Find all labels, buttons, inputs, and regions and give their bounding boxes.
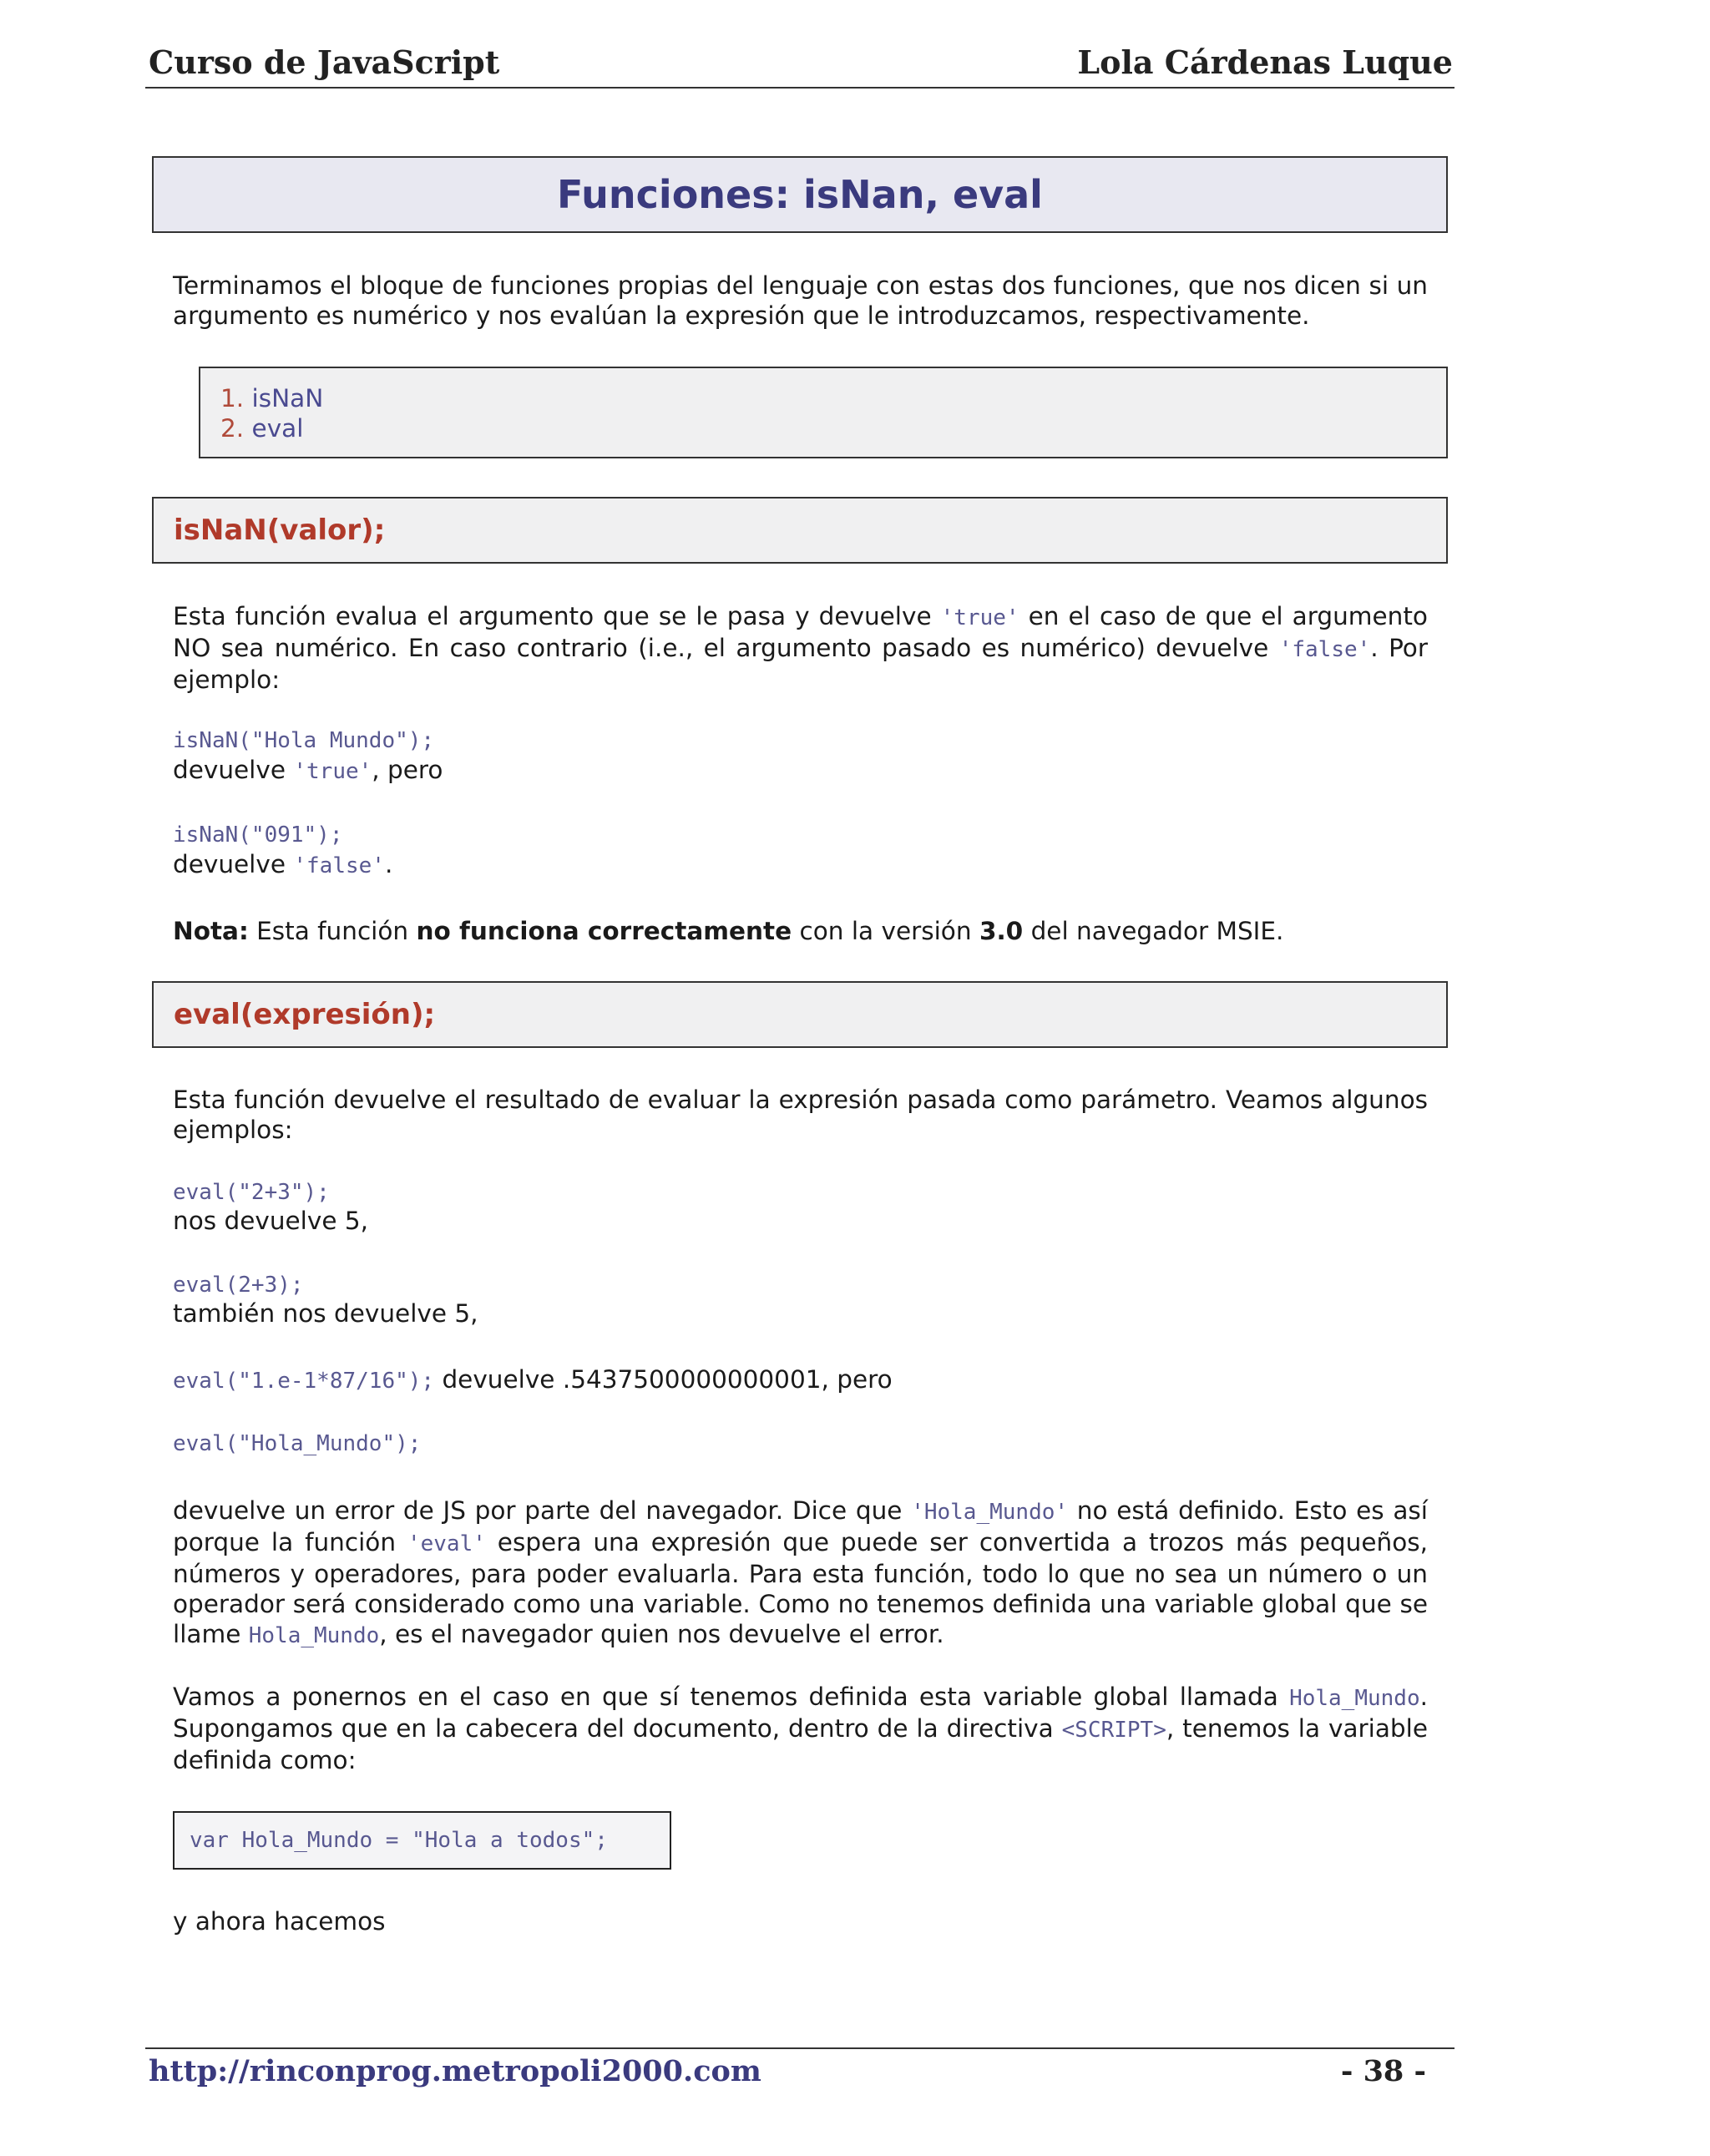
code-false: 'false' <box>293 853 385 878</box>
eval-closing-text: y ahora hacemos <box>173 1907 386 1936</box>
text: con la versión <box>792 917 979 945</box>
footer-page-number: - 38 - <box>1340 2054 1426 2088</box>
text: no está definido. Esto es así porque la función <box>173 1496 1428 1556</box>
isnan-description <box>173 601 1428 695</box>
code-hola-mundo: Hola_Mundo <box>1289 1686 1420 1711</box>
header-author: Lola Cárdenas Luque <box>1077 43 1453 81</box>
code-block-var-declaration: var Hola_Mundo = "Hola a todos"; <box>173 1811 671 1870</box>
toc-number: 2. <box>220 414 245 443</box>
isnan-note <box>173 916 1428 946</box>
code-hola-mundo: 'Hola_Mundo' <box>911 1500 1069 1525</box>
eval-global-variable-paragraph <box>173 1682 1428 1775</box>
footer-divider <box>145 2047 1455 2049</box>
toc-link-isnan[interactable]: isNaN <box>251 384 324 412</box>
text: Vamos a ponernos en el caso en que sí tenemos definida esta variable global llamada <box>173 1683 1290 1711</box>
text: del navegador MSIE. <box>1023 917 1284 945</box>
text: devuelve <box>173 756 294 784</box>
eval-example-3-code: eval("1.e-1*87/16"); <box>173 1369 435 1394</box>
text: , tenemos la variable definida como: <box>173 1714 1428 1774</box>
code-hola-mundo: Hola_Mundo <box>248 1623 380 1648</box>
section-heading-eval-box <box>152 981 1448 1048</box>
text: Esta función <box>248 917 417 945</box>
table-of-contents <box>199 367 1448 458</box>
eval-example-2-result: también nos devuelve 5, <box>173 1299 478 1328</box>
eval-description: Esta función devuelve el resultado de evaluar la expresión pasada como parámetro. Veamos algunos ejemplos: <box>173 1086 1428 1144</box>
note-emphasis: no funciona correctamente <box>416 917 792 945</box>
toc-number: 1. <box>220 384 245 412</box>
text: . Por ejemplo: <box>173 634 1428 694</box>
text: devuelve <box>173 850 294 878</box>
note-label: Nota: <box>173 917 249 945</box>
header-divider <box>145 87 1455 89</box>
toc-link-eval[interactable]: eval <box>251 414 304 443</box>
isnan-example-1-result <box>173 755 1428 787</box>
text: , pero <box>372 756 443 784</box>
eval-example-4-code: eval("Hola_Mundo"); <box>173 1431 422 1456</box>
intro-paragraph: Terminamos el bloque de funciones propias del lenguaje con estas dos funciones, que nos dicen si un argumento es numérico y nos evalúan la expresión que le introduzcamos, respectivamente. <box>173 271 1428 330</box>
code-eval: 'eval' <box>407 1531 486 1556</box>
text: Esta función evalua el argumento que se le pasa y devuelve <box>173 602 941 630</box>
text: en el caso de que el argumento NO sea numérico. En caso contrario (i.e., el argumento pasado es numérico) devuelve <box>173 602 1428 662</box>
code-script-tag: <SCRIPT> <box>1061 1718 1166 1743</box>
text: espera una expresión que puede ser convertida a trozos más pequeños, números y operadores, para poder evaluarla. Para esta función, todo lo que no sea un número o un operador será considerado como una variable. Como no tenemos definida una variable global que se llame <box>173 1528 1428 1648</box>
isnan-example-2-code: isNaN("091"); <box>173 822 343 848</box>
isnan-example-2-result <box>173 849 1428 881</box>
footer-url-link[interactable]: http://rinconprog.metropoli2000.com <box>149 2054 761 2088</box>
page-title: Funciones: isNan, eval <box>557 172 1043 217</box>
code-true: 'true' <box>940 605 1019 630</box>
toc-item-isnan[interactable] <box>220 383 1426 413</box>
text: , es el navegador quien nos devuelve el error. <box>379 1620 944 1648</box>
code-true: 'true' <box>293 759 372 784</box>
eval-example-1-result: nos devuelve 5, <box>173 1207 368 1235</box>
eval-example-2-code: eval(2+3); <box>173 1273 304 1298</box>
section-heading-eval: eval(expresión); <box>174 998 436 1031</box>
text: devuelve un error de JS por parte del navegador. Dice que <box>173 1496 912 1525</box>
eval-example-3 <box>173 1364 1428 1396</box>
eval-error-explanation <box>173 1496 1428 1651</box>
eval-example-3-result: devuelve .5437500000000001, pero <box>434 1365 893 1394</box>
note-version: 3.0 <box>979 917 1024 945</box>
eval-example-1-code: eval("2+3"); <box>173 1180 330 1205</box>
section-heading-isnan: isNaN(valor); <box>174 514 386 547</box>
section-heading-isnan-box <box>152 497 1448 564</box>
text: . Supongamos que en la cabecera del documento, dentro de la directiva <box>173 1683 1428 1743</box>
isnan-example-1-code: isNaN("Hola Mundo"); <box>173 728 435 753</box>
code-false: 'false' <box>1278 637 1371 662</box>
page-title-box <box>152 156 1448 233</box>
toc-item-eval[interactable] <box>220 413 1426 443</box>
text: . <box>384 850 393 878</box>
header-course-title: Curso de JavaScript <box>149 43 500 81</box>
